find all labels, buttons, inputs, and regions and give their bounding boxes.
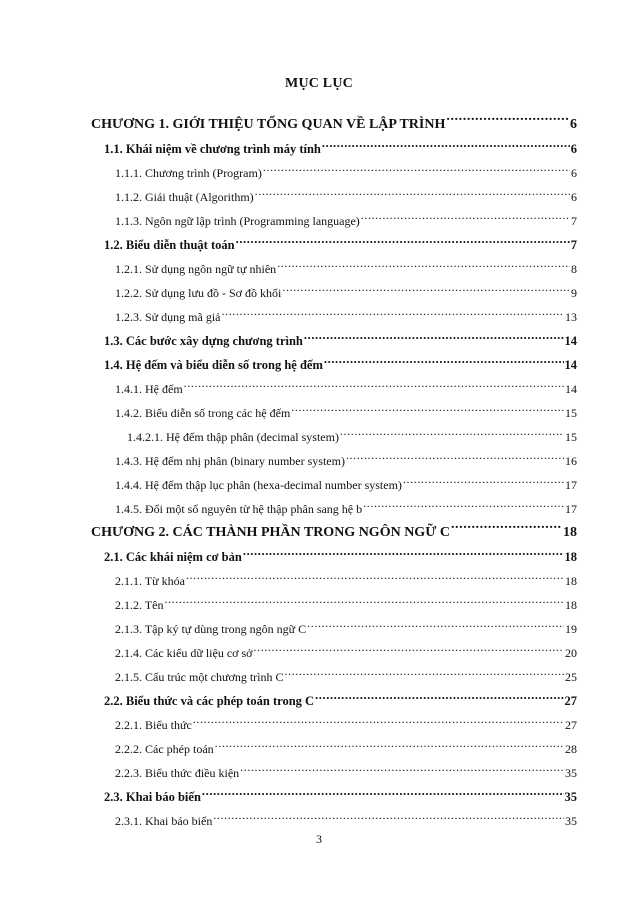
toc-entry[interactable] [115,157,577,180]
toc-leader-dots [282,277,570,297]
toc-entry[interactable] [104,229,577,252]
toc-entry[interactable] [115,397,577,420]
toc-leader-dots [215,733,564,753]
toc-entry-title: 2.1.5. Cấu trúc một chương trình C [115,670,284,684]
toc-entry[interactable] [115,301,577,324]
toc-entry-page: 15 [565,430,577,444]
toc-entry-title: 1.1.3. Ngôn ngữ lập trình (Programming language) [115,214,360,228]
toc-leader-dots [446,108,569,128]
toc-entry-title: 1.1.2. Giải thuật (Algorithm) [115,190,254,204]
toc-entry[interactable] [115,469,577,492]
toc-entry-title: 2.1.3. Tập ký tự dùng trong ngôn ngữ C [115,622,307,636]
toc-entry-page: 6 [571,166,577,180]
toc-entry-title: 1.4.2.1. Hệ đếm thập phân (decimal system) [127,430,339,444]
toc-entry-page: 27 [565,718,577,732]
toc-leader-dots [307,613,564,633]
toc-entry-title: 2.2.3. Biểu thức điều kiện [115,766,240,780]
toc-entry[interactable] [104,349,577,372]
toc-entry-page: 9 [571,286,577,300]
toc-entry[interactable] [115,565,577,588]
toc-leader-dots [361,205,570,225]
toc-leader-dots [186,565,564,585]
toc-leader-dots [324,349,564,369]
toc-entry-page: 7 [571,214,577,228]
toc-entry-title: 1.3. Các bước xây dựng chương trình [104,334,303,348]
toc-entry-page: 15 [565,406,577,420]
toc-leader-dots [277,253,570,273]
toc-entry-page: 18 [565,574,577,588]
toc-entry-page: 28 [565,742,577,756]
toc-leader-dots [263,157,570,177]
toc-entry[interactable] [115,493,577,516]
toc-entry-title: 2.1.4. Các kiểu dữ liệu cơ sở [115,646,253,660]
toc-entry-title: 2.2.2. Các phép toán [115,742,214,756]
toc-entry-page: 6 [571,190,577,204]
toc-entry-page: 27 [564,694,577,708]
toc-entry[interactable] [115,277,577,300]
toc-entry[interactable] [104,325,577,348]
toc-entry-page: 6 [570,142,577,156]
toc-leader-dots [202,781,564,801]
toc-entry[interactable] [115,709,577,732]
toc-leader-dots [291,397,564,417]
toc-leader-dots [243,541,564,561]
toc-entry[interactable] [115,637,577,660]
toc-leader-dots [322,133,570,153]
toc-entry-page: 14 [564,334,577,348]
toc-leader-dots [451,516,562,536]
page-number: 3 [316,832,322,846]
toc-entry-page: 14 [564,358,577,372]
toc-entry[interactable] [115,253,577,276]
toc-leader-dots [255,181,570,201]
toc-entry-page: 19 [565,622,577,636]
toc-entry-title: 1.2.2. Sử dụng lưu đồ - Sơ đồ khối [115,286,282,300]
toc-entry-page: 16 [565,454,577,468]
toc-entry-page: 25 [565,670,577,684]
toc-entry[interactable] [115,589,577,612]
toc-leader-dots [164,589,564,609]
toc-entry-title: 2.3.1. Khai báo biến [115,814,213,828]
toc-leader-dots [315,685,563,705]
toc-entry-title: 1.2.1. Sử dụng ngôn ngữ tự nhiên [115,262,277,276]
toc-leader-dots [213,805,564,825]
toc-entry-title: 1.1. Khái niệm về chương trình máy tính [104,142,321,156]
toc-entry-title: 1.2. Biểu diễn thuật toán [104,238,235,252]
toc-entry-title: 1.4.1. Hệ đếm [115,382,183,396]
toc-entry-title: CHƯƠNG 1. GIỚI THIỆU TỔNG QUAN VỀ LẬP TRÌNH [91,117,446,132]
toc-entry[interactable] [115,181,577,204]
toc-entry-page: 14 [565,382,577,396]
toc-entry-page: 20 [565,646,577,660]
toc-leader-dots [222,301,565,321]
toc-entry-page: 18 [564,550,577,564]
toc-entry-page: 8 [571,262,577,276]
toc-entry[interactable] [115,661,577,684]
toc-entry-title: 2.1.1. Từ khóa [115,574,185,588]
toc-entry-title: 2.1. Các khái niệm cơ bản [104,550,242,564]
toc-leader-dots [346,445,564,465]
toc-entry-title: 2.1.2. Tên [115,598,164,612]
toc-entry-title: 1.2.3. Sử dụng mã giả [115,310,221,324]
toc-entry-title: 1.4.5. Đổi một số nguyên từ hệ thập phân sang hệ b [115,502,363,516]
toc-leader-dots [285,661,565,681]
toc-entry[interactable] [104,685,577,708]
toc-leader-dots [363,493,564,513]
toc-entry[interactable] [115,373,577,396]
toc-entry-page: 35 [565,766,577,780]
toc-entry[interactable] [115,445,577,468]
toc-entry-page: 17 [565,502,577,516]
toc-entry[interactable] [104,781,577,804]
toc-entry-page: 18 [563,525,577,540]
toc-entry-title: 2.2. Biểu thức và các phép toán trong C [104,694,315,708]
toc-entry-title: 1.4.2. Biểu diễn số trong các hệ đếm [115,406,291,420]
toc-leader-dots [403,469,564,489]
toc-leader-dots [304,325,564,345]
toc-leader-dots [240,757,564,777]
toc-entry[interactable] [104,541,577,564]
toc-entry-page: 35 [565,814,577,828]
toc-entry-title: CHƯƠNG 2. CÁC THÀNH PHẦN TRONG NGÔN NGỮ C [91,525,450,540]
page-title: MỤC LỤC [285,76,353,91]
toc-leader-dots [254,637,564,657]
toc-entry-page: 7 [570,238,577,252]
toc-entry[interactable] [115,205,577,228]
toc-entry-title: 1.4.4. Hệ đếm thập lục phân (hexa-decimal number system) [115,478,402,492]
toc-leader-dots [193,709,564,729]
toc-entry-title: 1.4.3. Hệ đếm nhị phân (binary number system) [115,454,345,468]
toc-entry[interactable] [115,733,577,756]
toc-entry[interactable] [115,805,577,828]
toc-entry-title: 1.4. Hệ đếm và biểu diễn số trong hệ đếm [104,358,323,372]
toc-entry[interactable] [104,133,577,156]
toc-entry[interactable] [115,757,577,780]
toc-entry-page: 13 [565,310,577,324]
toc-entry-title: 1.1.1. Chương trình (Program) [115,166,262,180]
toc-entry-title: 2.2.1. Biểu thức [115,718,192,732]
toc-entry-page: 35 [564,790,577,804]
toc-entry-title: 2.3. Khai báo biến [104,790,201,804]
toc-entry-page: 17 [565,478,577,492]
toc-leader-dots [184,373,564,393]
toc-entry[interactable] [91,516,577,540]
toc-entry-page: 6 [570,117,577,132]
toc-entry-page: 18 [565,598,577,612]
toc-entry[interactable] [127,421,577,444]
toc-leader-dots [340,421,564,441]
toc-entry[interactable] [115,613,577,636]
toc-entry[interactable] [91,108,577,132]
toc-leader-dots [236,229,570,249]
